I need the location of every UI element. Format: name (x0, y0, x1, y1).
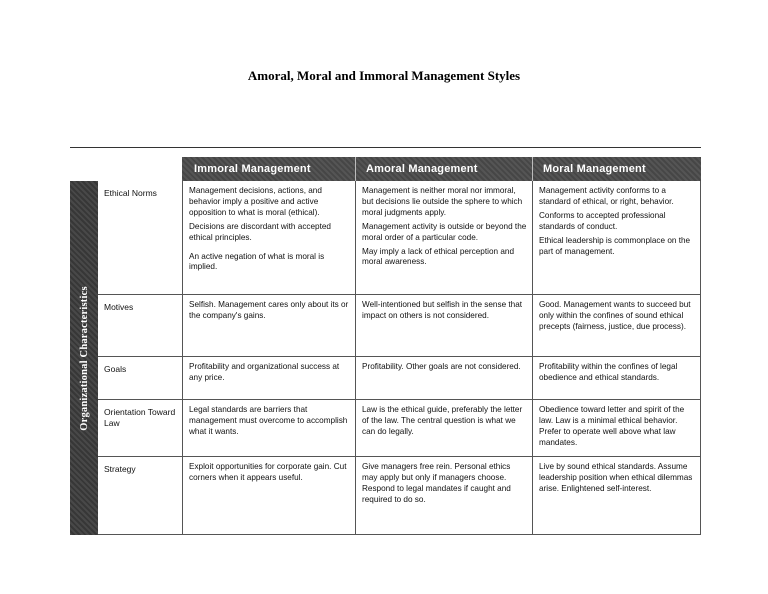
cell-text: Give managers free rein. Personal ethics may apply but only if managers choose. Respond to legal mandates if caught and required to do so. (362, 462, 511, 504)
cell-text: Conforms to accepted professional standards of conduct. (539, 210, 666, 231)
top-rule (70, 147, 701, 148)
column-header-moral: Moral Management (532, 157, 701, 181)
cell-text: Legal standards are barriers that management must overcome to accomplish what it wants. (189, 405, 348, 436)
cell-text: Profitability within the confines of legal obedience and ethical standards. (539, 362, 678, 382)
column-header-immoral: Immoral Management (182, 157, 355, 181)
cell-motives-immoral (182, 295, 355, 357)
cell-motives-moral (532, 295, 701, 357)
cell-strategy-amoral (355, 457, 532, 535)
cell-goals-amoral (355, 357, 532, 400)
cell-text: Management activity is outside or beyond the moral order of a particular code. (362, 221, 527, 242)
cell-text: Management is neither moral nor immoral, but decisions lie outside the sphere to which moral judgments apply. (362, 186, 523, 217)
cell-text: An active negation of what is moral is implied. (189, 251, 325, 272)
cell-text: Obedience toward letter and spirit of the law. Law is a minimal ethical behavior. Prefer to operate well above what law mandates. (539, 405, 685, 447)
cell-text: Profitability. Other goals are not considered. (362, 362, 521, 371)
cell-text: Decisions are discordant with accepted ethical principles. (189, 221, 331, 242)
row-label-ethical-norms: Ethical Norms (98, 181, 182, 295)
side-label-text: Organizational Characteristics (78, 285, 90, 431)
cell-motives-amoral (355, 295, 532, 357)
cell-text: Live by sound ethical standards. Assume leadership position when ethical dilemmas arise. Enlightened self-interest. (539, 462, 693, 493)
cell-text: Ethical leadership is commonplace on the part of management. (539, 235, 691, 256)
cell-text: Management activity conforms to a standard of ethical, or right, behavior. (539, 186, 674, 206)
cell-text: Exploit opportunities for corporate gain. Cut corners when it appears useful. (189, 462, 347, 482)
management-styles-table (70, 157, 701, 535)
cell-text: Profitability and organizational success at any price. (189, 362, 340, 382)
cell-goals-moral (532, 357, 701, 400)
row-label-strategy: Strategy (98, 457, 182, 535)
cell-text: Well-intentioned but selfish in the sense that impact on others is not considered. (362, 300, 523, 320)
cell-law-immoral (182, 400, 355, 457)
side-label (70, 181, 98, 535)
cell-text: Law is the ethical guide, preferably the letter of the law. The central question is what we can do legally. (362, 405, 523, 436)
cell-law-amoral (355, 400, 532, 457)
cell-ethical-norms-immoral (182, 181, 355, 295)
cell-ethical-norms-amoral (355, 181, 532, 295)
row-label-goals: Goals (98, 357, 182, 400)
row-label-motives: Motives (98, 295, 182, 357)
cell-text: Management decisions, actions, and behavior imply a positive and active opposition to what is moral (ethical). (189, 186, 322, 217)
cell-text: Good. Management wants to succeed but only within the confines of sound ethical precepts (fairness, justice, due process). (539, 300, 691, 331)
column-header-amoral: Amoral Management (355, 157, 532, 181)
cell-ethical-norms-moral (532, 181, 701, 295)
cell-law-moral (532, 400, 701, 457)
cell-goals-immoral (182, 357, 355, 400)
document-title: Amoral, Moral and Immoral Management Styles (247, 68, 521, 83)
cell-strategy-moral (532, 457, 701, 535)
cell-text: Selfish. Management cares only about its or the company's gains. (189, 300, 349, 320)
cell-strategy-immoral (182, 457, 355, 535)
header-spacer (70, 157, 182, 181)
row-label-orientation-toward-law: Orientation Toward Law (98, 400, 182, 457)
cell-text: May imply a lack of ethical perception and moral awareness. (362, 246, 515, 267)
